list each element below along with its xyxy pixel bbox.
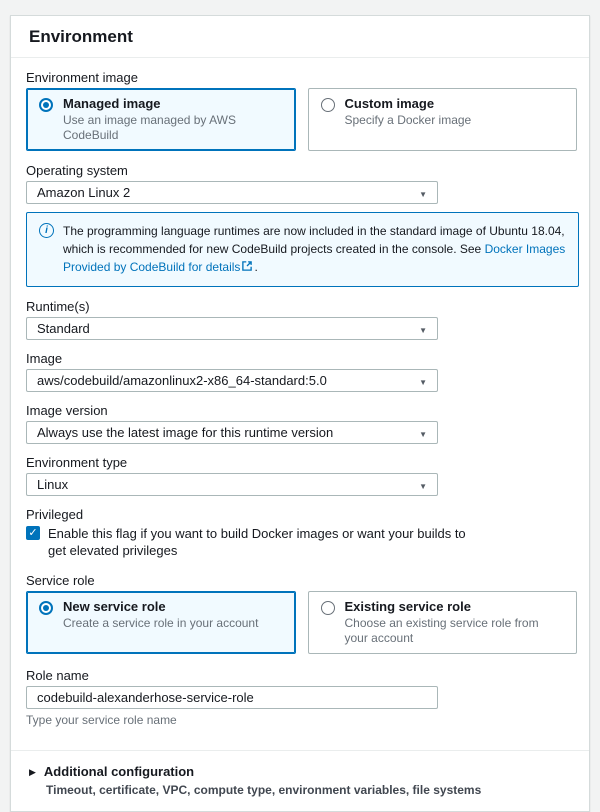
custom-image-title: Custom image bbox=[344, 96, 435, 111]
runtimes-select[interactable] bbox=[26, 317, 438, 340]
runtimes-label: Runtime(s) bbox=[26, 299, 90, 314]
card-text bbox=[345, 599, 565, 646]
field-image-version bbox=[26, 403, 577, 444]
privileged-checkbox-row bbox=[26, 525, 476, 559]
existing-service-role-description: Choose an existing service role from your account bbox=[344, 616, 539, 645]
panel-header bbox=[11, 16, 589, 58]
environment-image-options bbox=[26, 88, 577, 151]
radio-selected-icon[interactable] bbox=[39, 601, 53, 615]
additional-configuration-title: Additional configuration bbox=[43, 763, 195, 779]
additional-configuration-expander[interactable] bbox=[29, 762, 571, 780]
image-select[interactable] bbox=[26, 369, 438, 392]
field-runtimes bbox=[26, 299, 577, 340]
role-name-input[interactable] bbox=[26, 686, 438, 709]
image-version-label: Image version bbox=[26, 403, 108, 418]
new-service-role-card[interactable] bbox=[26, 591, 296, 654]
role-name-hint: Type your service role name bbox=[26, 713, 177, 727]
card-text bbox=[63, 599, 258, 631]
radio-unselected-icon[interactable] bbox=[321, 601, 335, 615]
service-role-options bbox=[26, 591, 577, 654]
docker-images-link[interactable]: Docker Images Provided by CodeBuild for details bbox=[63, 242, 566, 274]
managed-image-title: Managed image bbox=[63, 96, 161, 111]
image-value: aws/codebuild/amazonlinux2-x86_64-standard:5.0 bbox=[37, 373, 327, 388]
new-service-role-title: New service role bbox=[63, 599, 166, 614]
environment-panel bbox=[10, 15, 590, 812]
alert-text bbox=[63, 222, 566, 277]
panel-footer bbox=[11, 750, 589, 811]
operating-system-value: Amazon Linux 2 bbox=[37, 185, 131, 200]
privileged-checkbox[interactable] bbox=[26, 526, 40, 540]
privileged-checkbox-label[interactable]: Enable this flag if you want to build Docker images or want your builds to get elevated privileges bbox=[48, 526, 466, 558]
chevron-down-icon bbox=[419, 321, 427, 336]
chevron-down-icon bbox=[419, 425, 427, 440]
alert-text-after: . bbox=[254, 260, 258, 274]
environment-type-value: Linux bbox=[37, 477, 69, 492]
field-image bbox=[26, 351, 577, 392]
field-environment-image bbox=[26, 70, 577, 151]
alert-text-before: The programming language runtimes are now included in the standard image of Ubuntu 18.04, which is recommended for new CodeBuild projects created in the console. See bbox=[63, 224, 565, 256]
image-version-value: Always use the latest image for this runtime version bbox=[37, 425, 334, 440]
image-label: Image bbox=[26, 351, 63, 366]
custom-image-card[interactable] bbox=[308, 88, 578, 151]
existing-service-role-title: Existing service role bbox=[344, 599, 471, 614]
field-operating-system bbox=[26, 163, 577, 204]
info-icon: i bbox=[39, 223, 54, 238]
environment-type-label: Environment type bbox=[26, 455, 128, 470]
managed-image-description: Use an image managed by AWS CodeBuild bbox=[63, 113, 236, 142]
info-alert bbox=[26, 212, 579, 287]
field-privileged bbox=[26, 507, 577, 559]
environment-image-label: Environment image bbox=[26, 70, 138, 85]
custom-image-description: Specify a Docker image bbox=[344, 113, 472, 127]
privileged-label: Privileged bbox=[26, 507, 84, 522]
field-environment-type bbox=[26, 455, 577, 496]
expand-triangle-icon bbox=[29, 762, 36, 780]
field-service-role bbox=[26, 573, 577, 654]
card-text bbox=[63, 96, 283, 143]
existing-service-role-card[interactable] bbox=[308, 591, 578, 654]
role-name-label: Role name bbox=[26, 668, 89, 683]
operating-system-label: Operating system bbox=[26, 163, 128, 178]
chevron-down-icon bbox=[419, 185, 427, 200]
additional-configuration-description: Timeout, certificate, VPC, compute type, environment variables, file systems bbox=[46, 783, 482, 797]
managed-image-card[interactable] bbox=[26, 88, 296, 151]
radio-selected-icon[interactable] bbox=[39, 98, 53, 112]
new-service-role-description: Create a service role in your account bbox=[63, 616, 259, 630]
environment-type-select[interactable] bbox=[26, 473, 438, 496]
panel-body bbox=[11, 58, 589, 750]
field-role-name bbox=[26, 668, 577, 727]
operating-system-select[interactable] bbox=[26, 181, 438, 204]
runtimes-value: Standard bbox=[37, 321, 90, 336]
panel-title: Environment bbox=[29, 27, 133, 46]
radio-unselected-icon[interactable] bbox=[321, 98, 335, 112]
chevron-down-icon bbox=[419, 477, 427, 492]
image-version-select[interactable] bbox=[26, 421, 438, 444]
service-role-label: Service role bbox=[26, 573, 95, 588]
chevron-down-icon bbox=[419, 373, 427, 388]
card-text bbox=[345, 96, 472, 128]
external-link-icon bbox=[241, 259, 253, 277]
